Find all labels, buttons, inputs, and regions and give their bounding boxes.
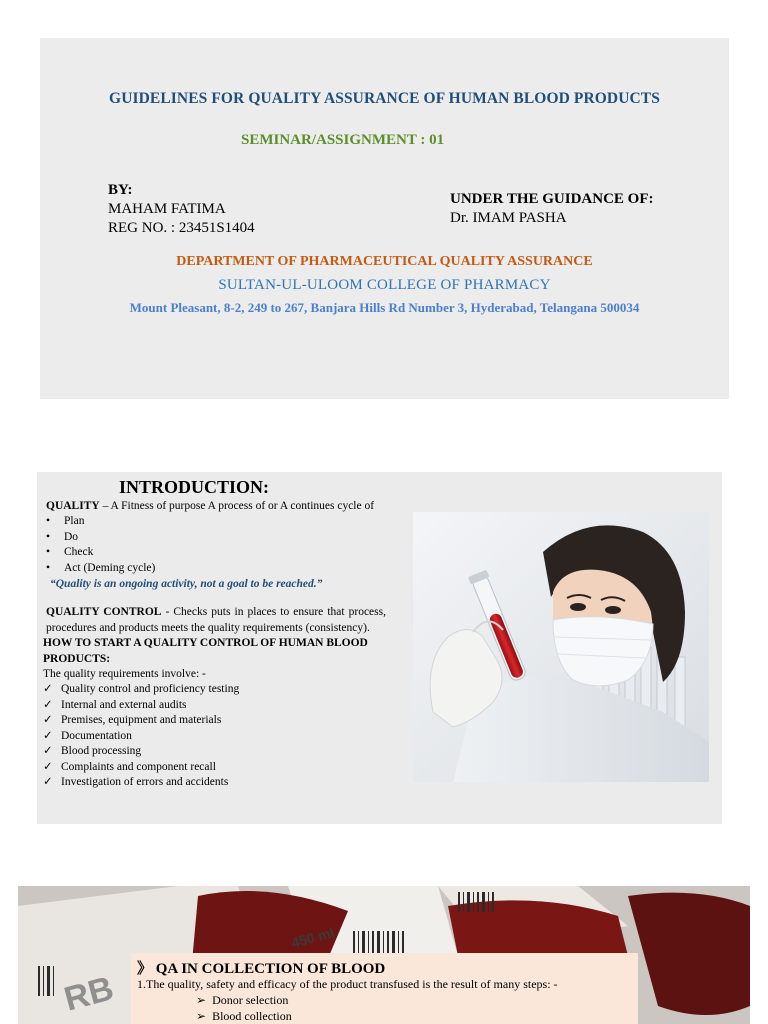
qa-heading-text: QA IN COLLECTION OF BLOOD (155, 961, 386, 977)
list-item (43, 775, 386, 790)
qc-term: QUALITY CONTROL (46, 606, 162, 619)
requirement-text: Internal and external audits (61, 698, 187, 711)
step-text: Blood collection (212, 1009, 292, 1023)
list-item (46, 545, 386, 560)
check-icon: ✓ (43, 714, 53, 727)
list-item (43, 744, 386, 759)
qc-definition (46, 605, 386, 636)
requirement-text: Documentation (61, 729, 132, 742)
step-text: Donor selection (212, 993, 289, 1007)
lab-technician-photo (413, 512, 709, 782)
double-chevron-icon: 》 (137, 961, 153, 977)
introduction-heading: INTRODUCTION: (119, 477, 270, 497)
introduction-slide (37, 472, 722, 824)
arrow-bullet-icon: ➢ (196, 1009, 207, 1023)
list-item (43, 713, 386, 728)
check-icon: ✓ (43, 683, 53, 696)
quality-quote: “Quality is an ongoing activity, not a goal to be reached.” (50, 578, 323, 591)
check-icon: ✓ (43, 729, 53, 742)
requirement-text: Complaints and component recall (61, 760, 216, 773)
guidance-label: UNDER THE GUIDANCE OF: (450, 191, 654, 207)
cycle-step: Check (64, 546, 94, 559)
requirement-text: Premises, equipment and materials (61, 714, 222, 727)
list-item (196, 1009, 292, 1024)
check-icon: ✓ (43, 698, 53, 711)
bag-volume-text: 450 ml (289, 924, 336, 951)
requirement-text: Investigation of errors and accidents (61, 775, 229, 788)
department-name: DEPARTMENT OF PHARMACEUTICAL QUALITY ASSURANCE (176, 254, 593, 269)
cycle-step: Do (64, 530, 79, 543)
requirement-text: Quality control and proficiency testing (61, 683, 240, 696)
quality-definition-text: – A Fitness of purpose A process of or A continues cycle of (99, 500, 375, 512)
qa-collection-slide (18, 886, 750, 1024)
arrow-bullet-icon: ➢ (196, 993, 207, 1007)
title-slide (40, 38, 729, 399)
list-item (46, 561, 386, 576)
bag-label-text: RB (60, 969, 118, 1019)
cycle-step: Plan (64, 515, 85, 528)
check-icon: ✓ (43, 760, 53, 773)
author-block (108, 181, 255, 238)
college-name: SULTAN-UL-ULOOM COLLEGE OF PHARMACY (218, 277, 551, 293)
qa-collection-textbox (131, 953, 638, 1024)
college-address: Mount Pleasant, 8-2, 249 to 267, Banjara Hills Rd Number 3, Hyderabad, Telangana 500034 (129, 300, 640, 315)
requirement-text: Blood processing (61, 745, 142, 758)
list-item (43, 760, 386, 775)
check-icon: ✓ (43, 775, 53, 788)
list-item (196, 993, 288, 1008)
qc-definition-text: - Checks puts in places to ensure that process, procedures and products meets the quality requirements (consistency). (46, 606, 386, 634)
bullet-icon: • (46, 515, 51, 528)
registration-number: REG NO. : 23451S1404 (108, 220, 255, 236)
cycle-step: Act (Deming cycle) (64, 561, 156, 574)
list-item (46, 514, 386, 529)
bullet-icon: • (46, 546, 51, 559)
author-name: MAHAM FATIMA (108, 201, 226, 217)
quality-definition (46, 499, 386, 514)
bullet-icon: • (46, 561, 51, 574)
qa-collection-heading (137, 957, 385, 978)
guidance-block (450, 190, 654, 228)
list-item (43, 729, 386, 744)
list-item (43, 682, 386, 697)
list-item (46, 530, 386, 545)
how-to-heading: HOW TO START A QUALITY CONTROL OF HUMAN BLOOD PRODUCTS: (43, 637, 368, 665)
assignment-subtitle: SEMINAR/ASSIGNMENT : 01 (241, 132, 445, 148)
bullet-icon: • (46, 530, 51, 543)
guide-name: Dr. IMAM PASHA (450, 210, 567, 226)
document-title: GUIDELINES FOR QUALITY ASSURANCE OF HUMAN BLOOD PRODUCTS (109, 90, 660, 107)
check-icon: ✓ (43, 745, 53, 758)
requirements-intro: The quality requirements involve: - (43, 668, 206, 681)
list-item (43, 698, 386, 713)
quality-term: QUALITY (46, 500, 100, 512)
qa-point-1: 1.The quality, safety and efficacy of the product transfused is the result of many steps: - (137, 977, 558, 991)
by-label: BY: (108, 182, 133, 198)
introduction-text (43, 499, 386, 790)
